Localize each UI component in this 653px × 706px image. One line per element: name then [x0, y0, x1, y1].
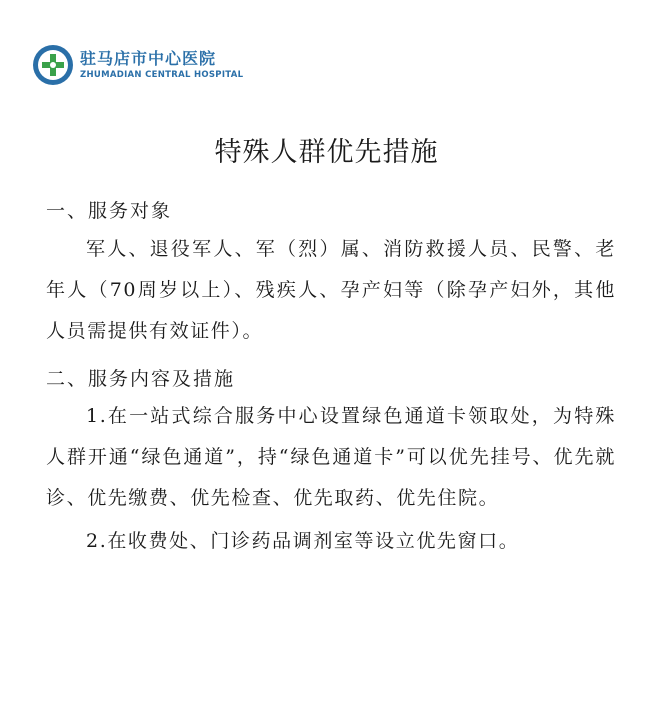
section-heading-service-measures: 二、服务内容及措施: [46, 368, 236, 390]
measure-item-2: 2.在收费处、门诊药品调剂室等设立优先窗口。: [86, 530, 520, 552]
hospital-logo: [32, 44, 243, 86]
service-targets-paragraph: 军人、退役军人、军（烈）属、消防救援人员、民警、老年人（70周岁以上）、残疾人、孕产妇等（除孕产妇外，其他人员需提供有效证件）。: [46, 238, 616, 342]
measure-item-1: 1.在一站式综合服务中心设置绿色通道卡领取处，为特殊人群开通“绿色通道”，持“绿色通道卡”可以优先挂号、优先就诊、优先缴费、优先检查、优先取药、优先住院。: [46, 405, 616, 509]
hospital-name-en: ZHUMADIAN CENTRAL HOSPITAL: [80, 70, 244, 80]
section-heading-service-targets: 一、服务对象: [46, 200, 173, 222]
hospital-name-cn: 驻马店市中心医院: [80, 49, 217, 68]
document-title: 特殊人群优先措施: [214, 137, 439, 168]
hospital-emblem-icon: [32, 44, 74, 86]
